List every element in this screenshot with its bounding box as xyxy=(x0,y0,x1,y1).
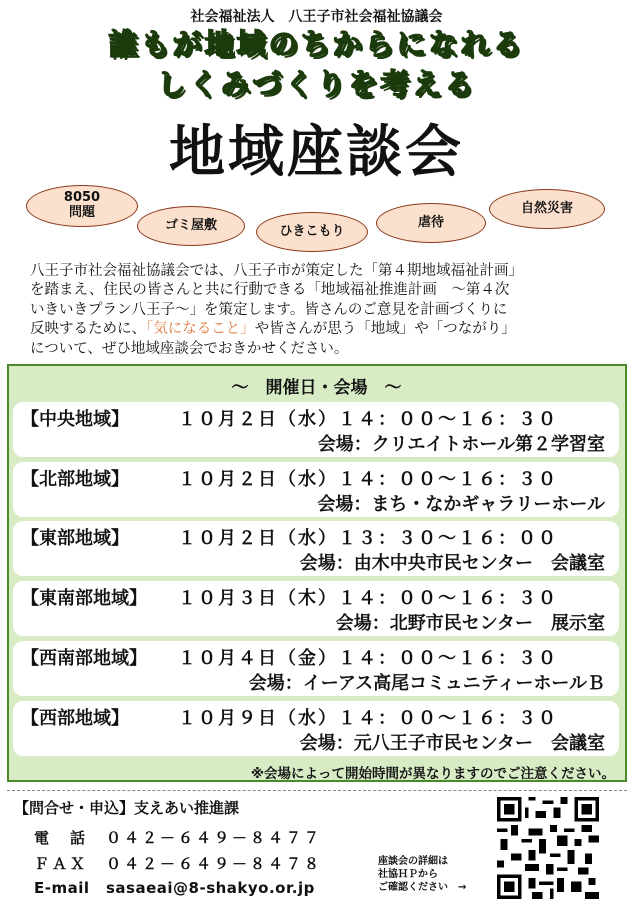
session-area: 【北部地域】 xyxy=(21,469,129,490)
description-text: や皆さんが思う「地域」や「つながり」 xyxy=(254,321,516,338)
topic-label: 自然災害 xyxy=(520,200,573,216)
page-title: 地域座談会 xyxy=(169,120,464,185)
schedule-heading: ～ 開催日・会場 ～ xyxy=(231,378,402,398)
description xyxy=(30,262,620,359)
description-line: いきいきプラン八王子～」を策定します。皆さんのご意見を計画づくりに xyxy=(30,301,508,318)
topic-bubble-8050 xyxy=(26,185,138,227)
qr-note-line: 座談会の詳細は xyxy=(378,856,448,867)
description-line xyxy=(30,320,620,339)
topic-label: 虐待 xyxy=(417,214,444,230)
divider xyxy=(7,790,627,791)
session-card-chuo xyxy=(13,402,619,457)
session-time: １０月４日（金）１４：００～１６：３０ xyxy=(178,648,558,669)
schedule-note: ※会場によって開始時間が異なりますのでご注意ください。 xyxy=(250,766,615,782)
session-venue: 会場：北野市民センター 展示室 xyxy=(335,613,605,634)
session-card-tonanbu xyxy=(13,581,619,636)
tagline-1: 誰もが地域のちからになれる xyxy=(108,27,525,61)
session-card-hokubu xyxy=(13,462,619,517)
session-venue: 会場：イーアス高尾コミュニティーホールＢ xyxy=(248,673,605,694)
session-venue: 会場：クリエイトホール第２学習室 xyxy=(317,434,605,455)
session-area: 【西部地域】 xyxy=(21,708,129,729)
qr-note xyxy=(378,855,466,894)
session-card-seibu xyxy=(13,701,619,756)
session-card-seinanbu xyxy=(13,641,619,696)
session-area: 【西南部地域】 xyxy=(21,648,147,669)
phone-label: 電 話 xyxy=(34,829,89,847)
description-line: について、ぜひ地域座談会でおきかせください。 xyxy=(30,340,349,357)
fax-label: ＦＡＸ xyxy=(34,855,89,873)
fax-number: ０４２－６４９－８４７８ xyxy=(106,855,323,873)
session-venue: 会場：まち・なかギャラリーホール xyxy=(317,494,605,515)
session-time: １０月２日（水）１４：００～１６：３０ xyxy=(178,469,558,490)
session-area: 【東南部地域】 xyxy=(21,588,147,609)
session-time: １０月９日（水）１４：００～１６：３０ xyxy=(178,708,558,729)
phone-number: ０４２－６４９－８４７７ xyxy=(106,829,323,847)
topic-bubble-garbage-house xyxy=(137,206,245,246)
organization-name: 社会福祉法人 八王子市社会福祉協議会 xyxy=(190,9,443,25)
session-time: １０月３日（木）１４：００～１６：３０ xyxy=(178,588,558,609)
highlight-text: 「気になること」 xyxy=(146,321,255,338)
session-venue: 会場：元八王子市民センター 会議室 xyxy=(299,733,605,754)
contact-email-row xyxy=(34,879,315,897)
description-line: 八王子市社会福祉協議会では、八王子市が策定した「第４期地域福祉計画」 xyxy=(30,263,523,279)
contact-phone-row xyxy=(34,827,322,848)
session-card-tobu xyxy=(13,521,619,576)
topic-label: 8050 問題 xyxy=(63,190,101,220)
tagline-2: しくみづくりを考える xyxy=(156,67,477,101)
topic-bubble-disaster xyxy=(489,189,605,229)
description-text: 反映するために、 xyxy=(30,321,146,338)
session-time: １０月２日（水）１３：３０～１６：００ xyxy=(178,528,558,549)
email-label: E-mail xyxy=(34,879,90,897)
description-line: を踏まえ、住民の皆さんと共に行動できる「地域福祉推進計画 ～第４次 xyxy=(30,282,510,299)
contact-title: 【問合せ・申込】支えあい推進課 xyxy=(14,799,240,817)
topic-label: ひきこもり xyxy=(279,223,345,239)
session-time: １０月２日（水）１４：００～１６：３０ xyxy=(178,409,558,430)
qr-note-line: 社協ＨＰから xyxy=(378,869,438,880)
contact-fax-row xyxy=(34,853,322,874)
qr-code-icon[interactable] xyxy=(497,797,599,899)
topic-label: ゴミ屋敷 xyxy=(164,217,217,233)
email-address[interactable]: sasaeai@8-shakyo.or.jp xyxy=(106,879,315,897)
qr-note-line: ご確認ください → xyxy=(378,882,467,893)
session-area: 【中央地域】 xyxy=(21,409,129,430)
topic-bubble-hikikomori xyxy=(256,212,368,252)
session-venue: 会場：由木中央市民センター 会議室 xyxy=(299,553,605,574)
session-area: 【東部地域】 xyxy=(21,528,129,549)
topic-bubble-abuse xyxy=(376,203,486,243)
